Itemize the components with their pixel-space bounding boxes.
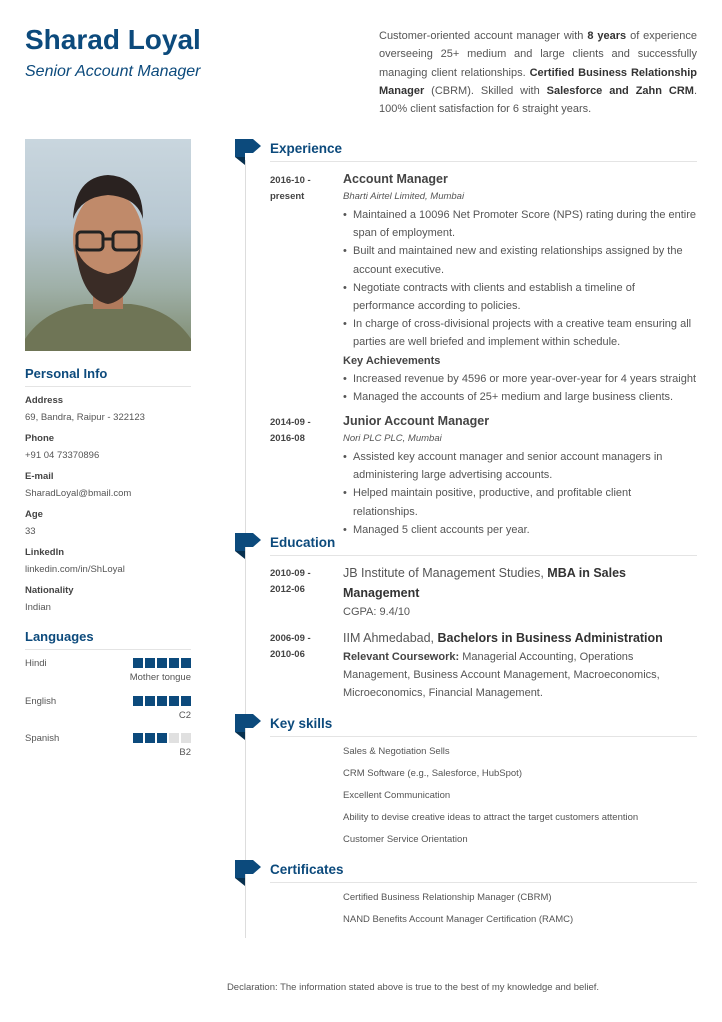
info-label: Address bbox=[25, 395, 64, 406]
skills-heading: Key skills bbox=[270, 716, 697, 737]
rating-square bbox=[181, 696, 191, 706]
job-title: Senior Account Manager bbox=[25, 63, 201, 80]
bullet: • Negotiate contracts with clients and establish a timeline of performance according to policies. bbox=[343, 279, 699, 315]
date-end: present bbox=[270, 191, 305, 202]
personal-info-heading: Personal Info bbox=[25, 366, 191, 387]
summary-highlight: Salesforce and Zahn CRM bbox=[546, 84, 694, 97]
skill-item: Customer Service Orientation bbox=[343, 834, 468, 845]
rating-square bbox=[157, 696, 167, 706]
rating-square bbox=[181, 658, 191, 668]
date-start: 2014-09 - bbox=[270, 417, 311, 428]
summary-highlight: 8 years bbox=[587, 30, 627, 42]
degree: Bachelors in Business Administration bbox=[437, 631, 663, 645]
school: JB Institute of Management Studies, bbox=[343, 566, 548, 580]
languages-heading: Languages bbox=[25, 629, 191, 650]
info-value: 33 bbox=[25, 526, 36, 537]
personal-info-item bbox=[25, 585, 74, 613]
summary-text: . 100% client satisfaction for 6 straight years. bbox=[379, 84, 697, 116]
job-title: Account Manager bbox=[343, 172, 448, 186]
certificate-item: NAND Benefits Account Manager Certification (RAMC) bbox=[343, 914, 574, 925]
personal-info-item bbox=[25, 471, 131, 499]
education-title bbox=[343, 563, 699, 603]
skill-item: CRM Software (e.g., Salesforce, HubSpot) bbox=[343, 768, 522, 779]
job-dates bbox=[270, 415, 311, 447]
skills-list bbox=[343, 745, 699, 855]
summary bbox=[379, 27, 697, 118]
education-note bbox=[343, 648, 699, 703]
job-bullets bbox=[343, 206, 699, 352]
rating-square bbox=[169, 658, 179, 668]
section-flag-icon bbox=[235, 139, 261, 167]
achievements-label: Key Achievements bbox=[343, 354, 441, 367]
date-end: 2012-06 bbox=[270, 584, 305, 595]
rating-square bbox=[181, 733, 191, 743]
skill-item: Excellent Communication bbox=[343, 790, 451, 801]
skill-item: Ability to devise creative ideas to attract the target customers attention bbox=[343, 812, 639, 823]
info-label: Nationality bbox=[25, 585, 74, 596]
education-entry bbox=[343, 563, 699, 621]
language-rating bbox=[133, 696, 191, 706]
date-end: 2016-08 bbox=[270, 433, 305, 444]
education-entry bbox=[343, 628, 699, 703]
bullet: • In charge of cross-divisional projects with a creative team ensuring all parties are well briefed and implement within schedule. bbox=[343, 315, 699, 351]
date-start: 2010-09 - bbox=[270, 568, 311, 579]
date-start: 2016-10 - bbox=[270, 175, 311, 186]
info-label: E-mail bbox=[25, 471, 54, 482]
language-item bbox=[25, 658, 191, 683]
rating-square bbox=[145, 696, 155, 706]
info-label: Age bbox=[25, 509, 43, 520]
achievements bbox=[343, 370, 699, 406]
job-bullets bbox=[343, 448, 699, 539]
rating-square bbox=[133, 658, 143, 668]
bullet: • Helped maintain positive, productive, and profitable client relationships. bbox=[343, 484, 699, 520]
date-end: 2010-06 bbox=[270, 649, 305, 660]
rating-square bbox=[145, 658, 155, 668]
personal-info-item bbox=[25, 547, 125, 575]
declaration: Declaration: The information stated above is true to the best of my knowledge and belief. bbox=[226, 982, 600, 993]
language-name: Spanish bbox=[25, 733, 60, 744]
edu-dates bbox=[270, 631, 311, 663]
language-rating bbox=[133, 658, 191, 668]
company: Bharti Airtel Limited, Mumbai bbox=[343, 191, 465, 202]
certificates-heading: Certificates bbox=[270, 862, 697, 883]
language-item bbox=[25, 733, 191, 758]
note-text: Managerial Accounting, Operations Management, Business Account Management, Macroeconomics, Microeconomics, Financial Management. bbox=[343, 651, 660, 700]
profile-photo bbox=[25, 139, 191, 351]
rating-square bbox=[169, 696, 179, 706]
skill-item: Sales & Negotiation Sells bbox=[343, 746, 450, 757]
bullet: • Built and maintained new and existing relationships assigned by the account executive. bbox=[343, 242, 699, 278]
job-title: Junior Account Manager bbox=[343, 414, 490, 428]
bullet: • Assisted key account manager and senior account managers in administering large advertising accounts. bbox=[343, 448, 699, 484]
certificates-list bbox=[343, 891, 699, 935]
section-flag-icon bbox=[235, 714, 261, 742]
summary-text: of experience overseeing 25+ medium and large clients and successfully managing client relationships. bbox=[379, 30, 697, 79]
info-value: SharadLoyal@bmail.com bbox=[25, 488, 132, 499]
info-value: linkedin.com/in/ShLoyal bbox=[25, 564, 125, 575]
bullet: • Managed 5 client accounts per year. bbox=[343, 521, 699, 539]
education-title bbox=[343, 628, 699, 648]
summary-text: (CBRM). Skilled with bbox=[424, 84, 547, 97]
info-value: +91 04 73370896 bbox=[25, 450, 100, 461]
school: IIM Ahmedabad, bbox=[343, 631, 438, 645]
bullet: • Maintained a 10096 Net Promoter Score (NPS) rating during the entire span of employment. bbox=[343, 206, 699, 242]
personal-info-item bbox=[25, 395, 145, 423]
degree: MBA in Sales Management bbox=[343, 566, 627, 600]
summary-highlight: Certified Business Relationship Manager bbox=[379, 66, 697, 97]
edu-dates bbox=[270, 566, 311, 598]
rating-square bbox=[157, 658, 167, 668]
company: Nori PLC PLC, Mumbai bbox=[343, 433, 442, 444]
note-text: CGPA: 9.4/10 bbox=[343, 606, 411, 618]
rating-square bbox=[169, 733, 179, 743]
language-item bbox=[25, 695, 191, 721]
rating-square bbox=[157, 733, 167, 743]
education-note bbox=[343, 603, 699, 621]
achievement: • Increased revenue by 4596 or more year-over-year for 4 years straight bbox=[343, 370, 699, 388]
info-value: Indian bbox=[25, 602, 51, 613]
personal-info-item bbox=[25, 509, 43, 537]
info-label: Phone bbox=[25, 433, 55, 444]
job-entry bbox=[343, 412, 699, 539]
section-flag-icon bbox=[235, 533, 261, 561]
info-value: 69, Bandra, Raipur - 322123 bbox=[25, 412, 145, 423]
candidate-name: Sharad Loyal bbox=[25, 24, 201, 55]
job-entry bbox=[343, 170, 699, 406]
summary-text: Customer-oriented account manager with bbox=[379, 30, 588, 42]
date-start: 2006-09 - bbox=[270, 633, 311, 644]
note-label: Relevant Coursework: bbox=[343, 651, 460, 663]
section-flag-icon bbox=[235, 860, 261, 888]
rating-square bbox=[133, 733, 143, 743]
job-dates bbox=[270, 173, 311, 205]
info-label: LinkedIn bbox=[25, 547, 65, 558]
rating-square bbox=[133, 696, 143, 706]
language-rating bbox=[133, 733, 191, 743]
language-name: Hindi bbox=[25, 658, 47, 669]
language-level: Mother tongue bbox=[129, 672, 191, 683]
language-name: English bbox=[25, 695, 57, 707]
achievement: • Managed the accounts of 25+ medium and large business clients. bbox=[343, 388, 699, 406]
rating-square bbox=[145, 733, 155, 743]
experience-heading: Experience bbox=[270, 141, 697, 162]
personal-info-item bbox=[25, 433, 99, 461]
certificate-item: Certified Business Relationship Manager (CBRM) bbox=[343, 892, 552, 903]
language-level: B2 bbox=[179, 747, 191, 758]
language-level: C2 bbox=[178, 709, 191, 721]
education-heading: Education bbox=[270, 535, 697, 556]
